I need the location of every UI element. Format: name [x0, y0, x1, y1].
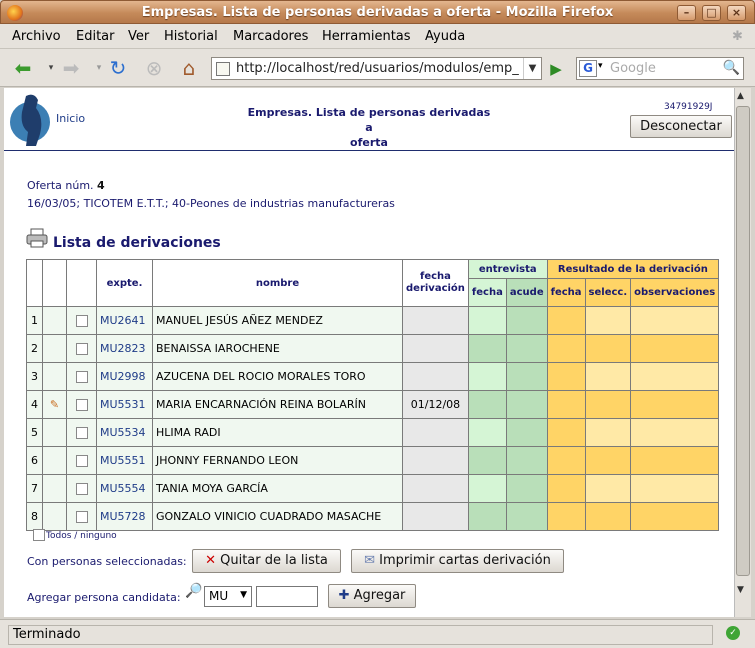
person-name: JHONNY FERNANDO LEON	[153, 447, 403, 475]
stop-icon[interactable]: ⊗	[145, 56, 163, 80]
table-row	[27, 307, 719, 335]
observaciones-cell[interactable]	[631, 419, 719, 447]
row-checkbox[interactable]	[76, 511, 88, 523]
page-icon	[216, 62, 230, 76]
menu-archivo[interactable]: Archivo	[12, 29, 61, 44]
navigation-toolbar	[0, 49, 755, 87]
menu-ver[interactable]: Ver	[128, 29, 150, 44]
home-link[interactable]: Inicio	[56, 112, 86, 125]
col-selecc: selecc.	[585, 279, 631, 307]
result-date-cell[interactable]	[547, 447, 585, 475]
selecc-cell[interactable]	[585, 307, 631, 335]
observaciones-cell[interactable]	[631, 503, 719, 531]
table-row	[27, 335, 719, 363]
row-checkbox[interactable]	[76, 343, 88, 355]
home-icon[interactable]: ⌂	[182, 56, 196, 80]
search-placeholder: Google	[610, 61, 656, 76]
expediente-link[interactable]: MU2641	[97, 307, 153, 335]
table-row	[27, 447, 719, 475]
logo-icon	[8, 90, 58, 148]
chevron-down-icon: ▼	[240, 590, 247, 600]
observaciones-cell[interactable]	[631, 363, 719, 391]
expediente-link[interactable]: MU5534	[97, 419, 153, 447]
interview-date-cell[interactable]	[468, 447, 506, 475]
page-header	[4, 88, 734, 151]
forward-history-icon[interactable]: ▾	[96, 63, 102, 73]
selecc-cell[interactable]	[585, 363, 631, 391]
acude-cell[interactable]	[506, 391, 547, 419]
col-acude: acude	[506, 279, 547, 307]
forward-icon[interactable]: ➡	[62, 56, 80, 80]
expediente-link[interactable]: MU5531	[97, 391, 153, 419]
window-title: Empresas. Lista de personas derivadas a oferta - Mozilla Firefox	[141, 5, 614, 20]
row-number: 7	[27, 475, 43, 503]
result-date-cell[interactable]	[547, 307, 585, 335]
list-title: Lista de derivaciones	[53, 235, 221, 251]
result-date-cell[interactable]	[547, 503, 585, 531]
select-all-checkbox[interactable]	[33, 529, 45, 541]
interview-date-cell[interactable]	[468, 335, 506, 363]
selecc-cell[interactable]	[585, 503, 631, 531]
result-date-cell[interactable]	[547, 391, 585, 419]
acude-cell[interactable]	[506, 307, 547, 335]
derivation-date	[403, 503, 469, 531]
url-bar[interactable]	[211, 57, 542, 80]
logout-button[interactable]: Desconectar	[630, 115, 732, 138]
remove-from-list-button[interactable]: ✕ Quitar de la lista	[192, 549, 341, 573]
scroll-up-icon[interactable]: ▲	[737, 91, 744, 101]
google-icon[interactable]: G	[579, 60, 597, 77]
interview-date-cell[interactable]	[468, 475, 506, 503]
derivation-date: 01/12/08	[403, 391, 469, 419]
table-row	[27, 475, 719, 503]
menu-ayuda[interactable]: Ayuda	[425, 29, 466, 44]
observaciones-cell[interactable]	[631, 335, 719, 363]
search-icon[interactable]: 🔍	[722, 60, 740, 76]
plus-icon: ✚	[338, 588, 350, 603]
col-nombre: nombre	[153, 260, 403, 307]
col-entrevista-fecha: fecha	[468, 279, 506, 307]
search-engine-dropdown-icon[interactable]: ▾	[598, 61, 603, 71]
go-icon[interactable]: ▶	[550, 60, 562, 78]
table-row	[27, 363, 719, 391]
observaciones-cell[interactable]	[631, 391, 719, 419]
col-fecha-derivacion: fecha derivación	[403, 260, 469, 307]
menu-marcadores[interactable]: Marcadores	[233, 29, 309, 44]
edit-pencil-icon[interactable]: ✎	[49, 398, 60, 411]
menu-historial[interactable]: Historial	[164, 29, 218, 44]
acude-cell[interactable]	[506, 419, 547, 447]
throbber-icon: ✱	[732, 29, 743, 44]
oferta-description: 16/03/05; TICOTEM E.T.T.; 40-Peones de industrias manufactureras	[27, 197, 395, 210]
expediente-link[interactable]: MU5554	[97, 475, 153, 503]
derivation-date	[403, 447, 469, 475]
add-button[interactable]: ✚ Agregar	[328, 584, 416, 608]
interview-date-cell[interactable]	[468, 363, 506, 391]
derivation-date	[403, 363, 469, 391]
prefix-select[interactable]: MU ▼	[204, 586, 252, 607]
row-number: 1	[27, 307, 43, 335]
derivation-date	[403, 335, 469, 363]
add-candidate-label: Agregar persona candidata:	[27, 591, 181, 604]
row-number: 3	[27, 363, 43, 391]
printer-icon[interactable]	[26, 228, 48, 248]
acude-cell[interactable]	[506, 335, 547, 363]
person-name: GONZALO VINICIO CUADRADO MASACHE	[153, 503, 403, 531]
col-entrevista: entrevista	[468, 260, 547, 279]
scroll-thumb[interactable]	[736, 106, 750, 576]
menu-editar[interactable]: Editar	[76, 29, 115, 44]
interview-date-cell[interactable]	[468, 503, 506, 531]
secure-check-icon: ✓	[726, 626, 740, 640]
row-number: 2	[27, 335, 43, 363]
person-name: BENAISSA IAROCHENE	[153, 335, 403, 363]
result-date-cell[interactable]	[547, 363, 585, 391]
derivation-date	[403, 475, 469, 503]
interview-date-cell[interactable]	[468, 307, 506, 335]
acude-cell[interactable]	[506, 447, 547, 475]
table-row	[27, 391, 719, 419]
back-history-icon[interactable]: ▾	[48, 63, 54, 73]
row-number: 5	[27, 419, 43, 447]
search-person-icon[interactable]: 🔎	[185, 583, 203, 599]
page-content	[4, 88, 734, 617]
vertical-scrollbar[interactable]	[734, 88, 751, 617]
print-letters-button[interactable]: ✉ Imprimir cartas derivación	[351, 549, 564, 573]
row-number: 6	[27, 447, 43, 475]
remove-icon: ✕	[205, 553, 216, 568]
derivations-table	[26, 259, 719, 531]
person-name: HLIMA RADI	[153, 419, 403, 447]
col-expte: expte.	[97, 260, 153, 307]
expediente-link[interactable]: MU2998	[97, 363, 153, 391]
search-box[interactable]	[576, 57, 744, 80]
row-checkbox[interactable]	[76, 427, 88, 439]
interview-date-cell[interactable]	[468, 391, 506, 419]
observaciones-cell[interactable]	[631, 475, 719, 503]
title-bar	[0, 0, 755, 24]
scroll-down-icon[interactable]: ▼	[737, 585, 744, 595]
table-row	[27, 503, 719, 531]
person-name: MARIA ENCARNACIÓN REINA BOLARÍN	[153, 391, 403, 419]
acude-cell[interactable]	[506, 475, 547, 503]
menu-herramientas[interactable]: Herramientas	[322, 29, 411, 44]
derivation-date	[403, 307, 469, 335]
reload-icon[interactable]: ↻	[109, 56, 127, 80]
envelope-icon: ✉	[364, 553, 376, 568]
selecc-cell[interactable]	[585, 335, 631, 363]
row-number: 4	[27, 391, 43, 419]
minimize-button[interactable]: –	[677, 5, 696, 21]
user-id: 34791929J	[664, 102, 713, 112]
page-title: Empresas. Lista de personas derivadas a oferta	[247, 106, 491, 149]
person-name: TANIA MOYA GARCÍA	[153, 475, 403, 503]
select-all-label[interactable]: Todos / ninguno	[46, 531, 117, 541]
interview-date-cell[interactable]	[468, 419, 506, 447]
expediente-link[interactable]: MU2823	[97, 335, 153, 363]
derivation-date	[403, 419, 469, 447]
row-number: 8	[27, 503, 43, 531]
person-name: AZUCENA DEL ROCIO MORALES TORO	[153, 363, 403, 391]
result-date-cell[interactable]	[547, 475, 585, 503]
status-text: Terminado	[8, 625, 713, 645]
url-dropdown-icon[interactable]: ▼	[523, 58, 541, 79]
acude-cell[interactable]	[506, 363, 547, 391]
menu-bar	[0, 24, 755, 49]
result-date-cell[interactable]	[547, 335, 585, 363]
selecc-cell[interactable]	[585, 447, 631, 475]
expediente-link[interactable]: MU5728	[97, 503, 153, 531]
col-resultado-fecha: fecha	[547, 279, 585, 307]
row-checkbox[interactable]	[76, 455, 88, 467]
observaciones-cell[interactable]	[631, 307, 719, 335]
row-checkbox[interactable]	[76, 371, 88, 383]
status-bar	[0, 619, 755, 648]
oferta-number: Oferta núm. 4	[27, 179, 105, 192]
col-resultado: Resultado de la derivación	[547, 260, 719, 279]
observaciones-cell[interactable]	[631, 447, 719, 475]
expediente-link[interactable]: MU5551	[97, 447, 153, 475]
acude-cell[interactable]	[506, 503, 547, 531]
selected-actions-label: Con personas seleccionadas:	[27, 555, 187, 568]
maximize-button[interactable]: □	[702, 5, 721, 21]
row-checkbox[interactable]	[76, 483, 88, 495]
close-button[interactable]: ×	[727, 5, 746, 21]
col-observaciones: observaciones	[631, 279, 719, 307]
selecc-cell[interactable]	[585, 391, 631, 419]
row-checkbox[interactable]	[76, 315, 88, 327]
row-checkbox[interactable]	[76, 399, 88, 411]
person-name: MANUEL JESÚS AÑEZ MENDEZ	[153, 307, 403, 335]
expediente-input[interactable]	[256, 586, 318, 607]
back-icon[interactable]: ⬅	[14, 56, 32, 80]
selecc-cell[interactable]	[585, 475, 631, 503]
result-date-cell[interactable]	[547, 419, 585, 447]
url-text: http://localhost/red/usuarios/modulos/emp_	[236, 61, 519, 76]
selecc-cell[interactable]	[585, 419, 631, 447]
table-row	[27, 419, 719, 447]
